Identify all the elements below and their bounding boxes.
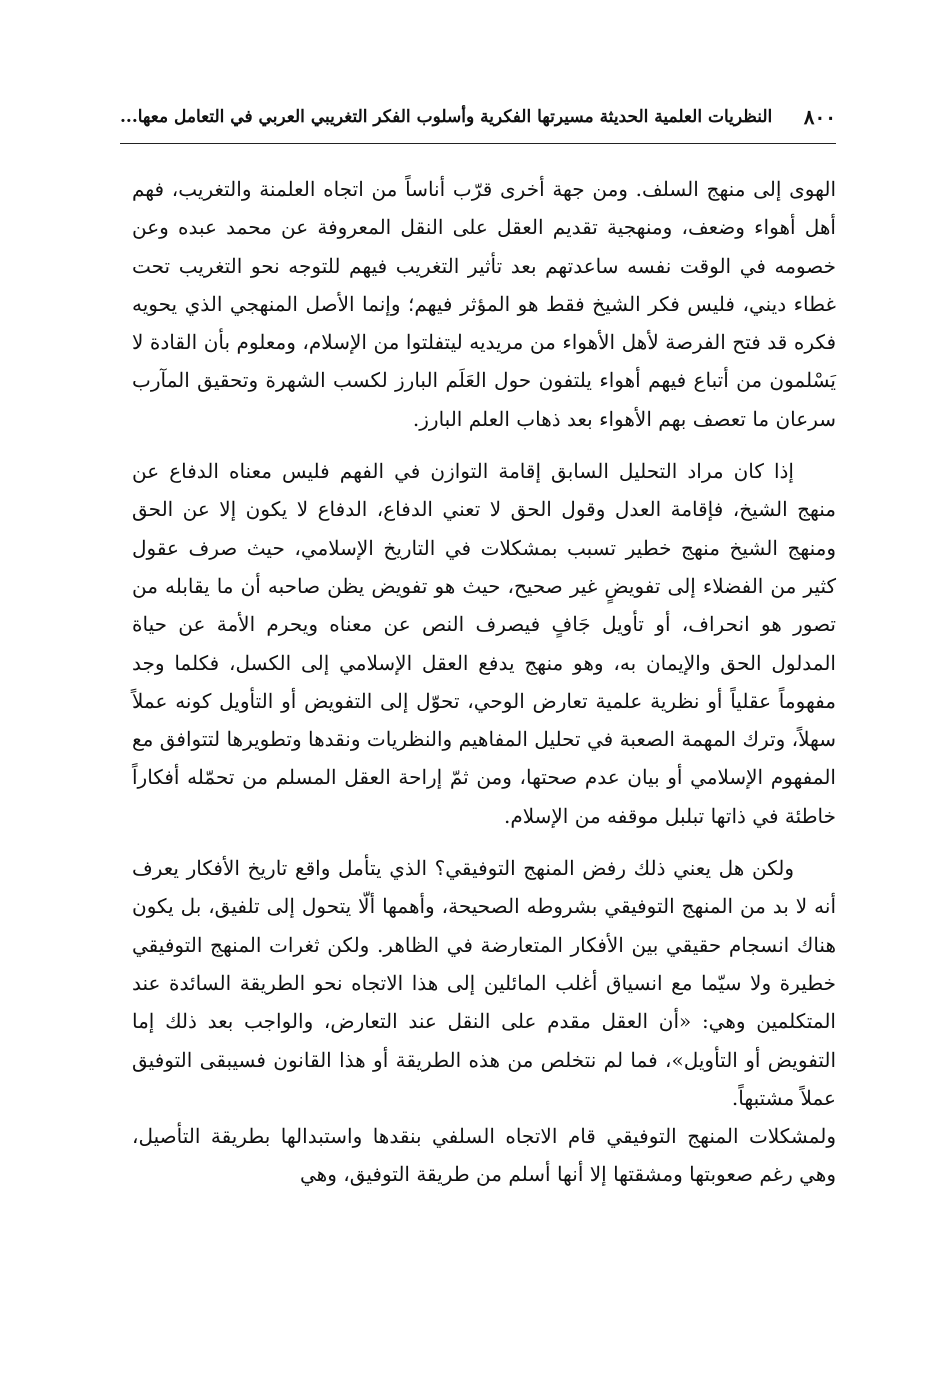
running-header-title: النظريات العلمية الحديثة مسيرتها الفكرية وأسلوب الفكر التغريبي العربي في التعامل معها...	[120, 107, 773, 127]
page-number: ٨٠٠	[803, 105, 836, 129]
paragraph-1: الهوى إلى منهج السلف. ومن جهة أخرى قرّب أناساً من اتجاه العلمنة والتغريب، فهم أهل أهواء وضعف، ومنهجية تقديم العقل على النقل المعروفة عن محمد عبده وعن خصومه في الوقت نفسه ساعدتهم بعد تأثير التغريب فيهم للتوجه نحو التغريب تحت غطاء ديني، فليس فكر الشيخ فقط هو المؤثر فيهم؛ وإنما الأصل المنهجي الذي يحويه فكره قد فتح الفرصة لأهل الأهواء من مريديه ليتفلتوا من الإسلام، ومعلوم بأن القادة لا يَسْلمون من أتباع فيهم أهواء يلتفون حول العَلَم البارز لكسب الشهرة وتحقيق المآرب سرعان ما تعصف بهم الأهواء بعد ذهاب العلم البارز.	[132, 177, 836, 431]
paragraph-4: ولمشكلات المنهج التوفيقي قام الاتجاه السلفي بنقدها واستبدالها بطريقة التأصيل، وهي رغم صعوبتها ومشقتها إلا أنها أسلم من طريقة التوفيق، وهي	[132, 1124, 836, 1187]
paragraph-2: إذا كان مراد التحليل السابق إقامة التوازن في الفهم فليس معناه الدفاع عن منهج الشيخ، فإقامة العدل وقول الحق لا تعني الدفاع، الدفاع لا يكون إلا عن الحق ومنهج الشيخ منهج خطير تسبب بمشكلات في التاريخ الإسلامي، حيث صرف عقول كثير من الفضلاء إلى تفويضٍ غير صحيح، حيث هو تفويض يظن صاحبه أن ما يقابله من تصور هو انحراف، أو تأويل جَافٍ فيصرف النص عن معناه ويحرم الأمة عن حياة المدلول الحق والإيمان به، وهو منهج يدفع العقل الإسلامي إلى الكسل، فكلما وجد مفهوماً عقلياً أو نظرية علمية تعارض الوحي، تحوّل إلى التفويض أو التأويل كونه عملاً سهلاً، وترك المهمة الصعبة في تحليل المفاهيم والنظريات ونقدها وتطويرها لتتوافق مع المفهوم الإسلامي أو بيان عدم صحتها، ومن ثمّ إراحة العقل المسلم من تحمّله أفكاراً خاطئة في ذاتها تبلبل موقفه من الإسلام.	[132, 459, 836, 828]
body-text	[132, 170, 836, 1194]
running-header	[120, 103, 836, 144]
paragraph-3: ولكن هل يعني ذلك رفض المنهج التوفيقي؟ الذي يتأمل واقع تاريخ الأفكار يعرف أنه لا بد من المنهج التوفيقي بشروطه الصحيحة، وأهمها ألّا يتحول إلى تلفيق، بل يكون هناك انسجام حقيقي بين الأفكار المتعارضة في الظاهر. ولكن ثغرات المنهج التوفيقي خطيرة ولا سيّما مع انسياق أغلب المائلين إلى هذا الاتجاه نحو الطريقة السائدة عند المتكلمين وهي: «أن العقل مقدم على النقل عند التعارض، والواجب بعد ذلك إما التفويض أو التأويل»، فما لم نتخلص من هذه الطريقة أو هذا القانون فسيبقى التوفيق عملاً مشتبهاً.	[132, 856, 837, 1110]
